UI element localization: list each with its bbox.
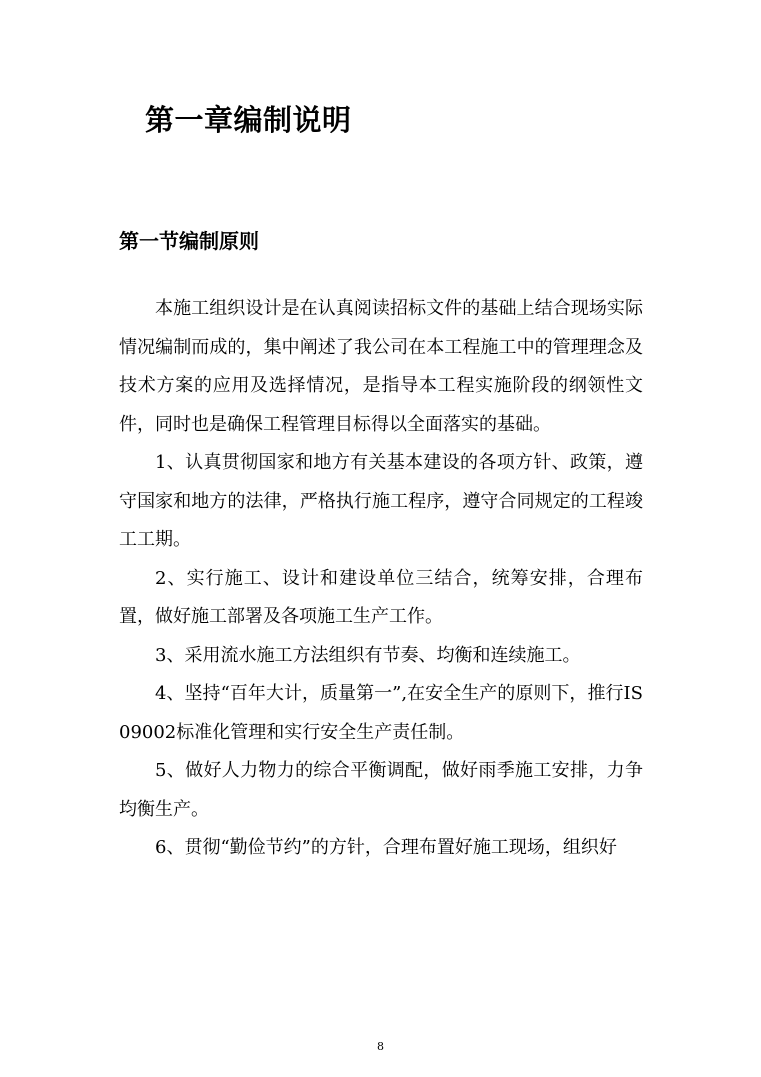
body-text — [119, 290, 643, 868]
paragraph-principle-5: 5、做好人力物力的综合平衡调配，做好雨季施工安排，力争均衡生产。 — [119, 760, 643, 820]
section-title: 第一节编制原则 — [119, 229, 259, 253]
chapter-title: 第一章编制说明 — [145, 103, 352, 137]
paragraph-principle-3: 3、采用流水施工方法组织有节奏、均衡和连续施工。 — [155, 644, 581, 666]
paragraph-principle-4: 4、坚持“百年大计，质量第一”,在安全生产的原则下，推行IS09002标准化管理和实行安全生产责任制。 — [119, 683, 643, 743]
paragraph-intro: 本施工组织设计是在认真阅读招标文件的基础上结合现场实际情况编制而成的，集中阐述了我公司在本工程施工中的管理理念及技术方案的应用及选择情况，是指导本工程实施阶段的纲领性文件，同时也是确保工程管理目标得以全面落实的基础。 — [119, 298, 643, 435]
paragraph-principle-2: 2、实行施工、设计和建设单位三结合，统筹安排，合理布置，做好施工部署及各项施工生产工作。 — [119, 567, 643, 627]
paragraph-principle-1: 1、认真贯彻国家和地方有关基本建设的各项方针、政策，遵守国家和地方的法律，严格执行施工程序，遵守合同规定的工程竣工工期。 — [119, 452, 643, 550]
paragraph-principle-6: 6、贯彻“勤俭节约”的方针，合理布置好施工现场，组织好 — [155, 837, 617, 858]
page-number: 8 — [377, 1040, 384, 1053]
